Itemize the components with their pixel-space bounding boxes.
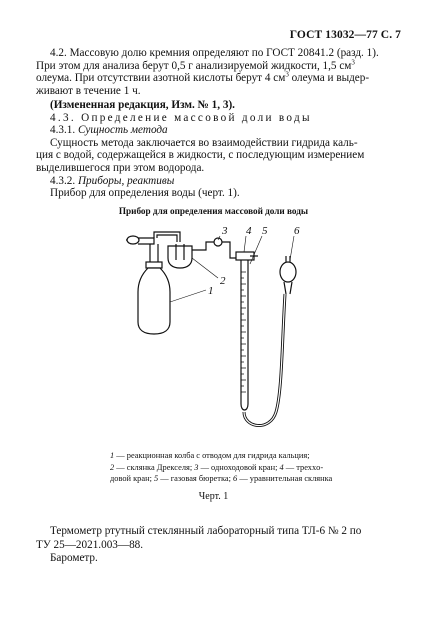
figure-label-6: 6 — [294, 225, 300, 237]
apparatus-drawing — [110, 222, 350, 442]
levelling-bottle — [280, 262, 296, 282]
figure-label-1: 1 — [208, 285, 214, 297]
paragraph-4-2 — [36, 47, 396, 97]
figure-label-5: 5 — [262, 225, 268, 237]
text-line: выделившегося при этом водорода. — [36, 161, 205, 174]
inlet-bulb — [127, 236, 139, 244]
figure-label-2: 2 — [220, 275, 226, 287]
section-heading-4-3-2: 4.3.2. Приборы, реактивы — [50, 174, 175, 187]
text-line: Прибор для определения воды (черт. 1). — [50, 187, 240, 200]
one-way-tap — [214, 238, 222, 246]
drexel-bottle — [168, 246, 192, 268]
text-line: живают в течение 1 ч. — [36, 84, 141, 97]
text-line: Барометр. — [50, 552, 98, 564]
section-block — [36, 99, 396, 200]
text-line: Термометр ртутный стеклянный лабораторный типа ТЛ-6 № 2 по — [50, 525, 362, 537]
figure-label-4: 4 — [246, 225, 252, 237]
reaction-flask — [138, 268, 170, 334]
text-line: ция с водой, содержащейся в жидкости, с последующим измерением — [36, 149, 365, 162]
text-line: олеума. При отсутствии азотной кислоты берут 4 $см^3$ олеума и выдер- — [36, 70, 370, 85]
section-heading-4-3: 4.3. Определение массовой доли воды — [50, 111, 312, 124]
text-line: 4.2. Массовую долю кремния определяют по ГОСТ 20841.2 (разд. 1). — [50, 47, 379, 59]
page-header: ГОСТ 13032—77 С. 7 — [289, 29, 401, 41]
text-line: Сущность метода заключается во взаимодействии гидрида каль- — [50, 136, 358, 149]
text-line: При этом для анализа берут 0,5 г анализируемой жидкости, 1,5 $см^3$ — [36, 57, 355, 72]
figure-legend: 1 — реакционная колба с отводом для гидрида кальция; 2 — склянка Дрекселя; 3 — одноходовой кран; 4 — трехxо- довой кран; 5 — газовая бюретка; 6 — уравнительная склянка — [110, 451, 333, 483]
flask-neck — [150, 244, 158, 262]
edition-note: (Измененная редакция, Изм. № 1, 3). — [50, 99, 235, 111]
figure-label-3: 3 — [222, 225, 228, 237]
section-heading-4-3-1: 4.3.1. Сущность метода — [50, 124, 168, 137]
figure-caption: Черт. 1 — [198, 491, 229, 502]
figure-title: Прибор для определения массовой доли воды — [118, 206, 309, 216]
text-line: ТУ 25—2021.003—88. — [36, 538, 144, 551]
footer-text — [36, 525, 406, 566]
